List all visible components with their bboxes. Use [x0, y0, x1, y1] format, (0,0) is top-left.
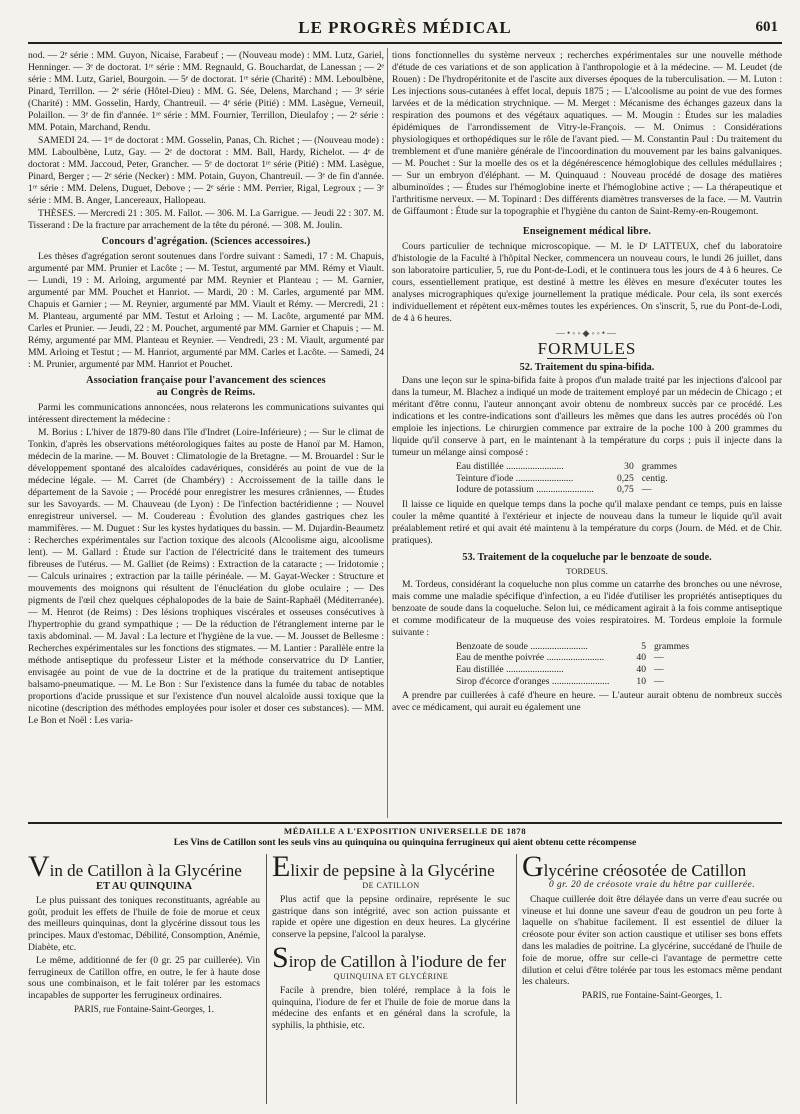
ad-vin-catillon: [28, 850, 260, 1016]
saturday-exams-paragraph: SAMEDI 24. — 1ᵉʳ de doctorat : MM. Gosselin, Panas, Ch. Richet ; — (Nouveau mode) : MM. Laboulbène, Lutz, Gay. — 2ᵉ de doctorat : MM. Ball, Hardy, Richelot. — 4ᵉ de doctorat : MM. Jaccoud, Peter, Grancher. — 5ᵉ de doctorat 1ʳᵉ série (Pitié) : MM. Lasègue, Pinard, Berger ; — 2ᵉ série (Necker) : MM. Potain, Guyon, Chantreuil. — 3ᵉ de fin d'année. 1ʳᵉ série : MM. Delens, Duguet, Debove ; — 2ᵉ série : MM. Perrier, Rigal, Legroux ; — 3ᵉ série : MM. B. Anger, Lancereaux, Hallopeau.: [28, 135, 384, 206]
ad-elixir-pepsine: [272, 850, 510, 1033]
left-column: [28, 50, 384, 728]
recipe-quantity: 5: [641, 640, 646, 652]
ad-elixir-title: Elixir de pepsine à la Glycérine: [272, 850, 495, 883]
recipe-unit: grammes: [654, 640, 690, 652]
recipe-unit: —: [641, 484, 652, 496]
recipe-row: [452, 676, 693, 688]
recipe-ingredient: Teinture d'iode ........................: [456, 472, 574, 484]
communications-continued-paragraph: tions fonctionnelles du système nerveux ; recherches expérimentales sur une nouvelle méthode d'étude de ces variations et de son application à l'anthropologie et à la médecine. — M. Leudet (de Rouen) : De l'hydropéritonite et de l'ascite aux diverses époques de la tuberculisation. — M. Luton : Les injections sous-cutanées à effet local, depuis 1875 ; — L'alcoolisme au point de vue des formes larvées et de la médication strychnique. — M. Merget : Mécanisme des échanges gazeux dans la respiration des poumons et des végétaux aquatiques. — M. Mougin : Études sur les maladies épidémiques de l'arrondissement de Vitry-le-François. — M. Onimus : Considérations physiologiques et orthopédiques sur le rôle de l'avant pied. — M. Constantin Paul : Du traitement du tremblement et d'une manière générale de l'incoordination du mouvement par les bains galvaniques. — M. Pouchet : Sur la moelle des os et la dégénérescence hémoglobique des cellules médullaires ; — Sur un embryon d'éléphant. — M. Quinquaud : Nouveau procédé de dosage des matières albuminoïdes ; — Études sur l'hémoglobine inerte et l'hémoglobine active ; — La thérapeutique et l'arthritisme nerveux. — M. Topinard : Des différents diamètres transverses de la face. — M. Vautrin de Giffaumont : Étude sur la topographie et l'hygiène du canton de Saint-Remy-en-Rougemont.: [392, 50, 782, 217]
journal-title: LE PROGRÈS MÉDICAL: [298, 18, 512, 37]
formula-52-heading: 52. Traitement du spina-bifida.: [519, 362, 655, 373]
ad-vin-ferrugineux-paragraph: Le même, additionné de fer (0 gr. 25 par cuillerée). Vin ferrugineux de Catillon offre, en outre, le fer à haute dose sous une combinaison, et le fait tolérer par les estomacs incapables de supporter les ferrugineux ordinaires.: [28, 954, 260, 1002]
ad-glycerine-creosotee: [522, 850, 782, 1002]
right-column: [392, 50, 782, 715]
theses-paragraph: THÈSES. — Mercredi 21 : 305. M. Fallot. — 306. M. La Garrigue. — Jeudi 22 : 307. M. Tisserand : De la fracture par arrachement de la tête du péroné. — 308. M. Joulin.: [28, 208, 384, 231]
recipe-row: [452, 484, 681, 496]
ad-elixir-paragraph: Plus actif que la pepsine ordinaire, représente le suc gastrique dans son intégrité, avec son action puissante et rapide et opère une digestion en deux heures. La glycérine conserve la pepsine, l'alcool la paralyse.: [272, 893, 510, 941]
ad-vin-address: PARIS, rue Fontaine-Saint-Georges, 1.: [74, 1003, 214, 1014]
ad-divider: [266, 854, 267, 1104]
recipe-unit: —: [654, 675, 664, 687]
advertisement-section: [28, 822, 782, 1114]
recipe-quantity: 40: [636, 663, 646, 675]
association-communications-paragraph: M. Borius : L'hiver de 1879-80 dans l'île d'Indret (Loire-Inférieure) ; — Sur le climat de Tonkin, d'après les observations météorologiques faites au poste de Hanoï par M. Hamon, médecin de la marine. — M. Bouvet : Climatologie de la Bretagne. — M. Brouardel : Sur le développement spontané des alcaloïdes cadavériques, considérés au point de vue de la médecine légale. — M. Carret (de Chambéry) : Accroissement de la taille dans le département de la Savoie ; — Procédé pour enregistrer les mesures crâniennes, — Études sur les Savoyards. — M. Chauveau (de Lyon) : De l'infection bactéridienne ; — Nouvel enregistreur universel. — M. Coudereau : Évolution des glandes gastriques chez les mammifères. — M. Duguet : Sur les kystes hydatiques du bassin. — M. Dujardin-Beaumetz : Recherches expérimentales sur l'action toxique des alcools (Alcoolisme aigu, alcoolisme lent). — M. Gallard : Étude sur l'action de l'électricité dans le traitement des tumeurs fibreuses de l'utérus. — M. Galliet (de Reims) : Extraction de la cataracte ; — Iridotomie ; — Calculs urinaires ; extraction par la taille périnéale. — M. Gayat-Wecker : Structure et mouvements des moignons qui résultent de l'énucléation du globe oculaire ; — Des pigments de l'œil chez quelques céphalopodes de la baie de Saint-Raphaël (Méditerranée). — M. Henrot (de Reims) : Des lésions trophiques viscérales et osseuses consécutives à l'hypertrophie du grand sympathique ; — De la réduction de l'étranglement interne par le taxis abdominal. — M. Javal : La lecture et l'hygiène de la vue. — M. Jousset de Bellesme : Recherches expérimentales sur les fonctions des stigmates. — M. Lantier : Parallèle entre la méthode antiseptique du professeur Lister et la méthode conservatrice du Dʳ Lantier, envisagée au point de vue de la doctrine et de la pratique du traitement antiseptique balsamo-pneumatique. — M. Le Bon : Sur l'existence dans la fumée du tabac de notables proportions d'acide prussique et sur l'existence d'un nouvel alcaloïde aussi toxique que la nicotine (description des méthodes employées pour isoler et doser ces substances). — MM. Le Bon et Noël : Les varia-: [28, 427, 384, 726]
ad-award-banner: Les Vins de Catillon sont les seuls vins au quinquina ou quinquina ferrugineux qui aient obtenu cette récompense: [173, 837, 637, 848]
ad-glycerine-subtitle: 0 gr. 20 de créosote vraie du hêtre par cuillerée.: [548, 880, 756, 890]
recipe-ingredient: Benzoate de soude ........................: [456, 640, 588, 652]
rule-divider: [547, 358, 627, 359]
recipe-row: [452, 461, 681, 473]
page-header: [28, 18, 782, 44]
section-heading-formules: FORMULES: [537, 339, 637, 358]
section-heading-association-sub: au Congrès de Reims.: [156, 387, 256, 398]
recipe-quantity: 30: [624, 461, 634, 472]
association-intro-paragraph: Parmi les communications annoncées, nous relaterons les communications suivantes qui intéressent directement la médecine :: [28, 402, 384, 425]
agregation-paragraph: Les thèses d'agrégation seront soutenues dans l'ordre suivant : Samedi, 17 : M. Chapuis, argumenté par MM. Prunier et Lacôte ; — M. Testut, argumenté par MM. Rémy et Viault. — Lundi, 19 : M. Arloing, argumenté par MM. Reynier et Planteau ; — M. Garnier, argumenté par MM. Pouchet et Hanriot. — Mardi, 20 : M. Carles, argumenté par MM. Chapuis et Garnier ; — M. Reynier, argumenté par MM. Viault et Rémy. — Mercredi, 21 : M. Planteau, argumenté par MM. Testut et Arloing ; — M. Lacôte, argumenté par MM. Carles et Prunier. — Jeudi, 22 : M. Pouchet, argumenté par MM. Garnier et Chapuis ; — M. Rémy, argumenté par MM. Planteau et Reynier. — Vendredi, 23 : M. Viault, argumenté par MM. Arloing et Testut ; — M. Hanriot, argumenté par MM. Carles et Lacôte. — Samedi, 24 : M. Prunier, argumenté par MM. Hanriot et Pouchet.: [28, 251, 384, 370]
recipe-row: [452, 652, 693, 664]
ad-vin-paragraph: Le plus puissant des toniques reconstituants, agréable au goût, produit les effets de l'huile de foie de morue et ceux des meilleurs quinquinas, dont la glycérine dissout tous les principes. Maux d'estomac, Débilité, Consomption, Anémie, Diabète, etc.: [28, 894, 260, 953]
formula-53-author: TORDEUS.: [566, 565, 608, 576]
recipe-unit: —: [654, 652, 664, 664]
section-heading-agregation: Concours d'agrégation. (Sciences accessoires.): [101, 236, 311, 247]
enseignement-paragraph: Cours particulier de technique microscopique. — M. le Dʳ LATTEUX, chef du laboratoire d'histologie de la Faculté à l'hôpital Necker, commencera un nouveau cours, le lundi 26 juillet, dans son laboratoire particulier, 5, rue du Pont-de-Lodi, et le continuera tous les jours de 4 à 6 heures. Ce cours, essentiellement pratique, est destiné à mettre les élèves en mesure d'exécuter toutes les analyses micrographiques qu'exige journellement la pratique médicale. Pour cela, ils sont exercés individuellement et répètent eux-mêmes toutes les expériences. On s'inscrit, 5, rue du Pont-de-Lodi, de 4 à 6 heures.: [392, 241, 782, 324]
recipe-ingredient: Eau distillée ........................: [456, 663, 564, 675]
ad-glycerine-title: Glycérine créosotée de Catillon: [522, 850, 747, 883]
ad-glycerine-address: PARIS, rue Fontaine-Saint-Georges, 1.: [582, 990, 722, 1001]
formula-52-recipe: [452, 461, 681, 496]
recipe-unit: grammes: [641, 461, 677, 472]
recipe-row: [452, 473, 681, 485]
formula-53-recipe: [452, 641, 693, 687]
section-heading-enseignement: Enseignement médical libre.: [522, 226, 652, 237]
ad-vin-subtitle: ET AU QUINQUINA: [95, 881, 193, 892]
formula-53-followup-paragraph: A prendre par cuillerées à café d'heure en heure. — L'auteur aurait obtenu de nombreux succès avec ce médicament, qui aurait eu également une: [392, 690, 782, 714]
recipe-unit: centig.: [641, 472, 668, 484]
exam-schedule-paragraph: nod. — 2ᵉ série : MM. Guyon, Nicaise, Farabeuf ; — (Nouveau mode) : MM. Lutz, Gariel, Henninger. — 3ᵉ de doctorat. 1ʳᵉ série : MM. Regnauld, G. Bouchardat, de Lanessan ; — 2ᵉ série : MM. Lutz, Gariel, Bourgoin. — 5ᵉ de doctorat. 1ʳᵉ série (Charité) : MM. Leboulbène, Pinard, Terrillon. — 2ᵉ série (Hôtel-Dieu) : MM. G. Sée, Delens, Marchand ; — 3ᵉ série (Charité) : MM. Gosselin, Hardy, Chantreuil. — 4ᵉ série (Pitié) : MM. Lasègue, Verneuil, Polaillon. — 3ᵉ de fin d'année. 1ʳᵉ série : MM. Fournier, Terrillon, Dieulafoy ; — 2ᵉ série : MM. Potain, Marchand, Rendu.: [28, 50, 384, 133]
recipe-ingredient: Sirop d'écorce d'oranges ........................: [456, 675, 610, 687]
ad-divider: [516, 854, 517, 1104]
column-divider: [387, 48, 388, 818]
section-heading-association: Association française pour l'avancement des sciences: [86, 375, 326, 386]
recipe-quantity: 10: [636, 675, 646, 687]
recipe-ingredient: Eau distillée ........................: [456, 461, 564, 472]
ad-glycerine-paragraph: Chaque cuillerée doit être délayée dans un verre d'eau sucrée ou vineuse et lui donne une saveur d'eau de goudron un peu forte à laquelle on s'habitue facilement. Il est essentiel de diluer la créosote pour éviter son action caustique et utiliser ses bons effets dans les maladies de poitrine. La glycérine, succédané de l'huile de foie de morue, offre sur celle-ci l'avantage de permettre cette dilution et celui d'être tolérée par tous les estomacs même pendant les chaleurs.: [522, 893, 782, 988]
formula-53-heading: 53. Traitement de la coqueluche par le benzoate de soude.: [462, 551, 712, 563]
recipe-quantity: 40: [636, 652, 646, 664]
formula-52-followup-paragraph: Il laisse ce liquide en quelque temps dans la poche qu'il malaxe pendant ce temps, puis en laisse couler la même quantité à l'extérieur et injecte de nouveau dans la tumeur le liquide qu'il avait préalablement retiré et qui avait été maintenu à la température du corps (Journ. de Méd. et de Chir. pratiques).: [392, 498, 782, 546]
ad-sirop-subtitle: QUINQUINA ET GLYCÉRINE: [333, 971, 449, 981]
formula-52-paragraph: Dans une leçon sur le spina-bifida faite à propos d'un malade traité par les injections d'alcool par dans la tumeur, M. Blachez a indiqué un mode de traitement employé par un médecin de Chicago ; et méritant d'être connu, l'auteur annonçant avoir obtenu de nombreux succès par ce procédé. Les indications et les contre-indications sont d'ailleurs les mêmes que dans les autres procédés où l'on emploie les injections. Le chirurgien commence par extraire de la poche 100 à 200 grammes du liquide qu'il conserve à part, en le maintenant à la température du corps ; puis il injecte dans la tumeur un mélange ainsi composé :: [392, 375, 782, 458]
ad-vin-title: Vin de Catillon à la Glycérine: [28, 850, 242, 883]
ad-sirop-paragraph: Facile à prendre, bien toléré, remplace à la fois le quinquina, l'iodure de fer et l'huile de foie de morue dans la médecine des enfants et en général dans la scrofule, la syphilis, la phthisie, etc.: [272, 984, 510, 1032]
ad-sirop-title: Sirop de Catillon à l'iodure de fer: [272, 940, 507, 974]
recipe-ingredient: Eau de menthe poivrée ........................: [456, 652, 605, 664]
recipe-row: [452, 664, 693, 676]
recipe-row: [452, 641, 693, 653]
recipe-ingredient: Iodure de potassium ........................: [456, 484, 594, 496]
ad-medal-banner: MÉDAILLE A L'EXPOSITION UNIVERSELLE DE 1878: [283, 826, 527, 836]
recipe-quantity: 0,75: [616, 484, 634, 496]
ornament-divider: —•◦◦◆◦◦•—: [556, 328, 618, 338]
ad-elixir-subtitle: DE CATILLON: [362, 881, 420, 890]
formula-53-paragraph: M. Tordeus, considérant la coqueluche non plus comme un catarrhe des bronches ou une névrose, mais comme une maladie spécifique d'infection, a eu l'idée d'utiliser les propriétés antiseptiques du benzoate de soude dans la coqueluche. Selon lui, ce médicament agirait à la fois comme antiseptique et comme modificateur de la muqueuse des voies respiratoires. M. Tordeus emploie la formule suivante :: [392, 578, 782, 638]
page-number: 601: [755, 19, 778, 35]
recipe-unit: —: [654, 663, 664, 675]
recipe-quantity: 0,25: [616, 472, 634, 484]
